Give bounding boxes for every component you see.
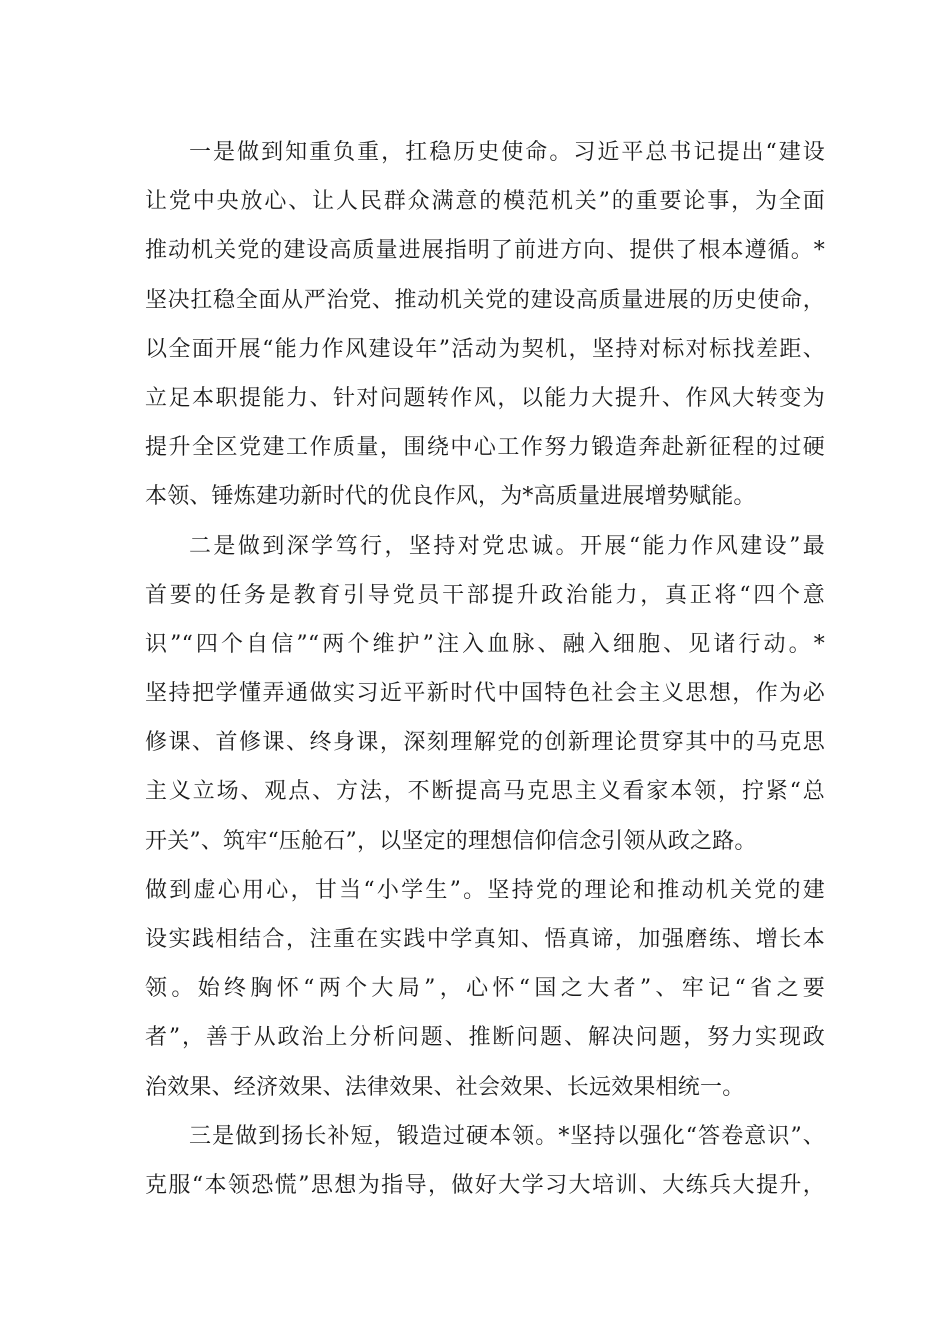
paragraph-1 (145, 128, 825, 522)
text-line: 者”，善于从政治上分析问题、推断问题、解决问题，努力实现政 (145, 1025, 825, 1051)
text-line: 克服“本领恐慌”思想为指导，做好大学习大培训、大练兵大提升， (145, 1172, 825, 1198)
text-line: 以全面开展“能力作风建设年”活动为契机，坚持对标对标找差距、 (145, 336, 825, 362)
text-line: 提升全区党建工作质量，围绕中心工作努力锻造奔赴新征程的过硬 (145, 435, 825, 461)
document-body (145, 128, 825, 1210)
paragraph-3 (145, 1112, 825, 1210)
text-line: 治效果、经济效果、法律效果、社会效果、长远效果相统一。 (145, 1074, 745, 1100)
text-line: 三是做到扬长补短，锻造过硬本领。*坚持以强化“答卷意识”、 (189, 1123, 825, 1149)
text-line: 二是做到深学笃行，坚持对党忠诚。开展“能力作风建设”最 (189, 533, 825, 559)
text-line: 识”“四个自信”“两个维护”注入血脉、融入细胞、见诸行动。* (145, 631, 825, 657)
text-line: 修课、首修课、终身课，深刻理解党的创新理论贯穿其中的马克思 (145, 730, 825, 756)
text-line: 主义立场、观点、方法，不断提高马克思主义看家本领，拧紧“总 (145, 779, 825, 805)
text-line: 让党中央放心、让人民群众满意的模范机关”的重要论事，为全面 (145, 189, 825, 215)
text-line: 做到虚心用心，甘当“小学生”。坚持党的理论和推动机关党的建 (145, 877, 825, 903)
text-line: 推动机关党的建设高质量进展指明了前进方向、提供了根本遵循。* (145, 238, 825, 264)
text-line: 坚持把学懂弄通做实习近平新时代中国特色社会主义思想，作为必 (145, 681, 825, 707)
text-line: 本领、锤炼建功新时代的优良作风，为*高质量进展增势赋能。 (145, 484, 756, 510)
text-line: 坚决扛稳全面从严治党、推动机关党的建设高质量进展的历史使命， (145, 287, 825, 313)
text-line: 领。始终胸怀“两个大局”，心怀“国之大者”、牢记“省之要 (145, 976, 825, 1002)
text-line: 设实践相结合，注重在实践中学真知、悟真谛，加强磨练、增长本 (145, 927, 825, 952)
paragraph-2 (145, 522, 825, 1112)
text-line: 开关”、筑牢“压舱石”，以坚定的理想信仰信念引领从政之路。 (145, 828, 757, 854)
text-line: 一是做到知重负重，扛稳历史使命。习近平总书记提出“建设 (189, 140, 825, 165)
text-line: 立足本职提能力、针对问题转作风，以能力大提升、作风大转变为 (145, 385, 825, 411)
text-line: 首要的任务是教育引导党员干部提升政治能力，真正将“四个意 (145, 582, 825, 608)
